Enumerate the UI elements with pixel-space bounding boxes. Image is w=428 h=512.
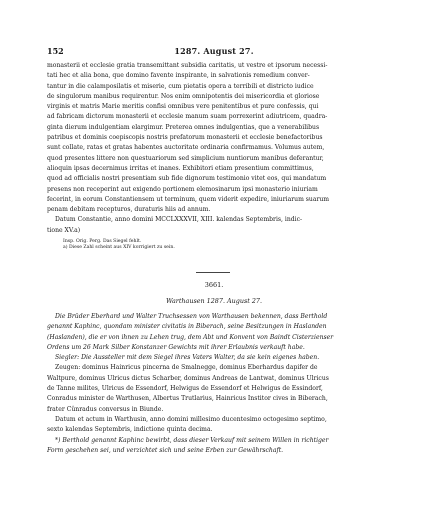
text-line: Die Brüder Eberhard und Walter Truchsessen von Warthausen bekennen, dass Berthold (55, 313, 328, 320)
separator-rule (196, 272, 230, 273)
text-line: Datum Constantie, anno domini MCCLXXXVII, XIII. kalendas Septembris, indic- (55, 216, 303, 224)
text-line: Datum et actum in Warthusin, anno domini millesimo ducentesimo octogesimo septimo, (55, 415, 327, 423)
text-line: frater Cûnradus conversus in Biunde. (47, 405, 164, 413)
footnote: Insp. Orig. Perg. Das Siegel fehlt. (63, 239, 142, 244)
text-line: presens non receperint aut exigendo portionem elemosinarum ipsi monasterio iniuriam (47, 185, 318, 193)
text-line: alioquin ipsas decernimus irritas et inanes. Exhibitori etiam presentium committimus, (47, 164, 314, 172)
text-line: sexto kalendas Septembris, indictione quinta decima. (47, 426, 213, 434)
text-line: sunt collate, ratas et gratas habentes auctoritate ordinaria confirmamus. Volumus autem, (47, 144, 325, 152)
text-line: quod presentes littere non questuariorum sed simplicium nuntiorum manibus deferantur, (47, 154, 324, 162)
text-line: tati hec et alia bona, que domino favente inspirante, in salvationis remedium conver- (47, 72, 310, 80)
document-text (47, 312, 383, 456)
text-line: virginis et matris Marie meritis confisi omnibus vere penitentibus et pure confessis, qui (47, 103, 319, 111)
text-line: monasterii et ecclesie gratia transemittant subsidia caritatis, ut vestre et ipsorum necessi- (47, 62, 328, 69)
text-line: Ordens um 26 Mark Silber Konstanzer Gewichts mit ihrer Erlaubnis verkauft habe. (47, 343, 305, 351)
text-line: fecerint, in eorum Constantiensem ut terminum, quem viderit expedire, iniuriarum suarum (47, 195, 330, 203)
text-line: genannt Kaphinc, quondam minister civitatis in Biberach, seine Besitzungen in Haslanden (47, 323, 327, 331)
text-line: Conradus minister de Warthusen, Albertus Trutlarius, Hainricus Institor cives in Biberach, (47, 395, 328, 403)
page-number: 152 (47, 46, 64, 56)
text-line: Form geschehen sei, und verzichtet sich und seine Erben zur Gewährschaft. (47, 446, 284, 454)
text-line: penam debitam recepturos, duraturis hiis ad annum. (47, 206, 211, 214)
text-line: tantur in die calamposilatis et miserie, cum pietatis opera a terribili et districto iudice (47, 82, 314, 90)
running-head: 1287. August 27. (174, 46, 254, 56)
document-number: 3661. (204, 281, 224, 289)
text-line: Siegler: Die Aussteller mit dem Siegel ihres Vaters Walter, da sie kein eigenes haben. (55, 354, 320, 362)
text-line: de Tanne milites, Ulricus de Essendorf, Helwigus de Essendorf et Helwigus de Essindorf, (47, 385, 323, 393)
previous-document-text (47, 61, 383, 236)
document-dateline: Warthausen 1287. August 27. (165, 297, 262, 305)
text-line: patribus et dominis coepiscopis nostris prefatorum monasterii et ecclesie benefactoribus (47, 134, 323, 142)
text-line: ad fabricam dictorum monasterii et ecclesie manum suam porrexerint adiutricem, quadra- (47, 113, 328, 121)
text-line: *) Berthold genannt Kaphinc bewirbt, dass dieser Verkauf mit seinem Willen in richtiger (55, 436, 329, 444)
text-line: (Haslanden), die er von ihnen zu Lehen trug, dem Abt und Konvent von Baindt Cisterzienser (47, 333, 334, 341)
text-line: Waltpure, dominus Ulricus dictus Scharber, dominus Andreas de Lantwat, dominus Ulricus (47, 374, 329, 382)
text-line: Zeugen: dominus Hainricus pincerna de Smalnegge, dominus Eberhardus dapifer de (55, 364, 318, 372)
footnote: a) Diese Zahl scheint aus XIV korrigiert zu sein. (63, 245, 175, 251)
text-line: de singulorum manibus requirentur. Nos enim omnipotentis dei misericordia et gloriose (47, 92, 320, 100)
text-line: tione XV.a) (47, 226, 81, 234)
text-line: ginta dierum indulgentiam elargimur. Preterea omnes indulgentias, que a venerabilibus (47, 123, 320, 131)
previous-document-notes (47, 239, 383, 252)
text-line: quod ad officialis nostri presentiam sub fide dignorum testimonio vitet eos, qui mandatum (47, 175, 327, 183)
